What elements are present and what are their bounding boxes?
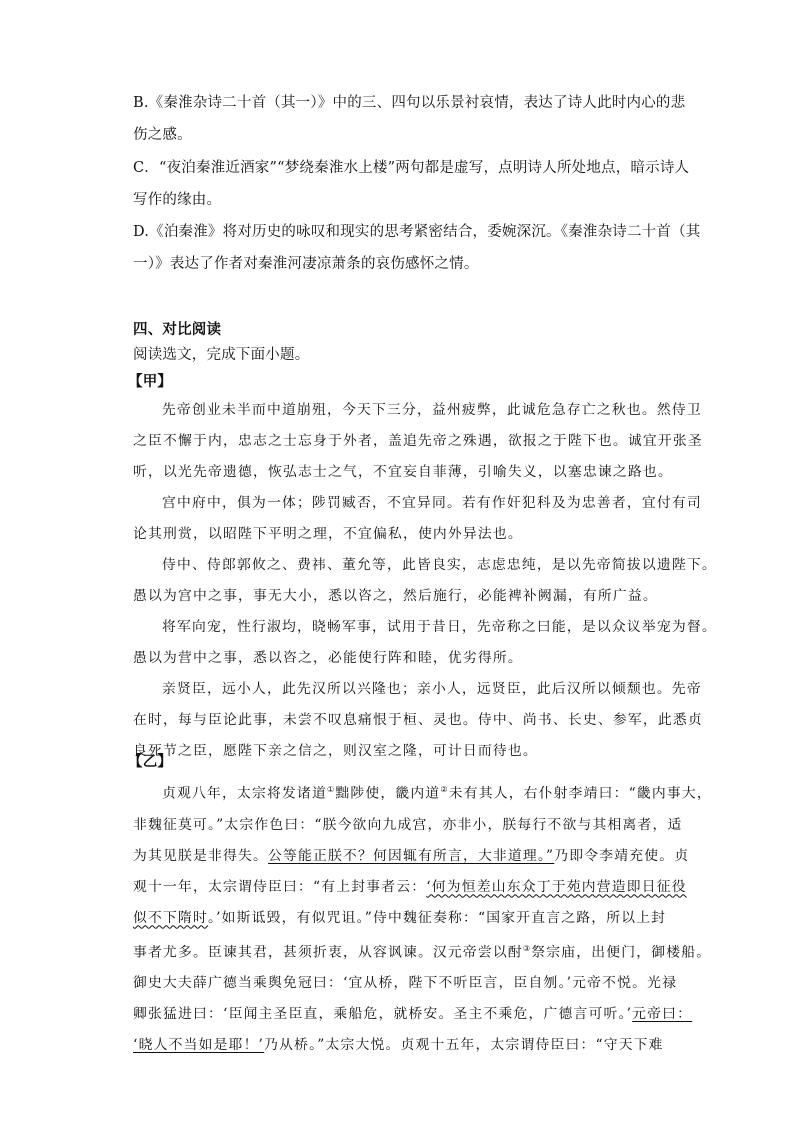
section-heading: 四、对比阅读	[133, 322, 222, 338]
yi-line	[133, 1004, 693, 1024]
option-b	[133, 93, 686, 145]
option-d	[133, 222, 701, 274]
jia-line: 亲贤臣，远小人，此先汉所以兴隆也；亲小人，远贤臣，此后汉所以倾颓也。先帝	[162, 681, 702, 697]
yi-line	[133, 846, 690, 866]
yi-line	[133, 908, 667, 928]
option-b-line-2: 伤之感。	[133, 127, 192, 143]
underlined-sentence: 公等能正朕不？何因辄有所言，大非道理。”	[267, 847, 555, 864]
option-c	[133, 158, 690, 210]
yi-text: 事者尤多。臣谏其君，甚须折衷，从容讽谏。汉元帝尝以酎	[133, 944, 523, 961]
jia-line: 愚以为宫中之事，事无大小，悉以咨之，然后施行，必能裨补阙漏，有所广益。	[133, 588, 658, 604]
yi-text: 为其见朕是非得失。	[133, 847, 268, 864]
yi-text: 贞观八年，太宗将发诸道	[162, 785, 327, 802]
passage-jia-label: 【甲】	[128, 374, 173, 390]
jia-line: 将军向宠，性行淑均，晓畅军事，试用于昔日，先帝称之曰能，是以众议举宠为督。	[162, 619, 717, 635]
option-c-line-2: 写作的缘由。	[133, 192, 222, 208]
jia-line: 侍中、侍郎郭攸之、费祎、董允等，此皆良实，志虑忠纯，是以先帝简拔以遗陛下。	[162, 557, 717, 573]
wavy-underlined-sentence: ‘何为恒差山东众丁于苑内营造即日征役	[426, 878, 687, 895]
jia-line: 听，以光先帝遗德，恢弘志士之气，不宜妄自菲薄，引喻失义，以塞忠谏之路也。	[133, 464, 673, 480]
footnote-marker: ③	[522, 943, 532, 953]
yi-text: 祭宗庙，出便门，御楼船。	[531, 944, 712, 961]
wavy-underlined-sentence: 似不下隋时	[133, 909, 208, 926]
yi-line: 非魏征莫可。”太宗作色曰：“朕今欲向九成宫，亦非小，朕每行不欲与其相离者，适	[133, 816, 683, 833]
yi-text: 未有其人，右仆射李靖曰：“畿内事大，	[448, 785, 712, 802]
section-instruction: 阅读选文，完成下面小题。	[133, 347, 310, 363]
underlined-sentence: ‘晓人不当如是耶！’	[133, 1037, 265, 1054]
passage-yi	[133, 780, 712, 1055]
option-d-line-2: 一）》表达了作者对秦淮河凄凉萧条的哀伤感怀之情。	[133, 256, 479, 272]
jia-line: 宫中府中，俱为一体；陟罚臧否，不宜异同。若有作奸犯科及为忠善者，宜付有司	[162, 495, 702, 511]
yi-line	[133, 1035, 663, 1055]
yi-text: 。’如斯诋毁，有似咒诅。”侍中魏征奏称：“国家开直言之路，所以上封	[207, 909, 667, 926]
yi-line: 御史大夫薛广德当乘舆免冠曰：‘宜从桥，陛下不听臣言，臣自刎。’元帝不悦。光禄	[133, 975, 678, 992]
underlined-sentence: 元帝曰：	[632, 1006, 693, 1023]
jia-line: 良死节之臣，愿陛下亲之信之，则汉室之隆，可计日而待也。	[133, 743, 538, 759]
yi-text: 乃即令李靖充使。贞	[554, 847, 690, 864]
jia-line: 之臣不懈于内，忠志之士忘身于外者，盖追先帝之殊遇，欲报之于陛下也。诚宜开张圣	[133, 433, 703, 449]
yi-text: 乃从桥。”太宗大悦。贞观十五年，太宗谓侍臣曰：“守天下难	[264, 1037, 664, 1054]
yi-text: 观十一年，太宗谓侍臣曰：“有上封事者云：	[133, 878, 427, 895]
option-b-line-1: B.《秦淮杂诗二十首（其一）》中的三、四句以乐景衬哀情，表达了诗人此时内心的悲	[133, 95, 686, 111]
yi-line	[133, 780, 712, 804]
jia-line: 愚以为营中之事，悉以咨之，必能使行阵和睦，优劣得所。	[133, 650, 523, 666]
yi-line	[133, 877, 687, 897]
passage-jia	[133, 400, 717, 761]
footnote-marker: ②	[440, 785, 449, 794]
jia-line: 在时，每与臣论此事，未尝不叹息痛恨于桓、灵也。侍中、尚书、长史、参军，此悉贞	[133, 712, 703, 728]
yi-line	[133, 939, 712, 963]
passage-yi-label: 【乙】	[128, 754, 173, 770]
option-c-line-1: C．“夜泊秦淮近酒家”“梦绕秦淮水上楼”两句都是虚写，点明诗人所处地点，暗示诗人	[133, 160, 690, 176]
yi-text: 卿张猛进曰：‘臣闻主圣臣直，乘船危，就桥安。圣主不乘危，广德言可听。’	[133, 1006, 633, 1023]
option-d-line-1: D.《泊秦淮》将对历史的咏叹和现实的思考紧密结合，委婉深沉。《秦淮杂诗二十首（其	[133, 224, 701, 240]
footnote-marker: ①	[326, 785, 336, 794]
yi-text: 黜陟使，畿内道	[335, 785, 441, 802]
jia-line: 论其刑赏，以昭陛下平明之理，不宜偏私，使内外异法也。	[133, 526, 523, 542]
jia-line: 先帝创业未半而中道崩殂，今天下三分，益州疲弊，此诚危急存亡之秋也。然侍卫	[162, 402, 702, 418]
